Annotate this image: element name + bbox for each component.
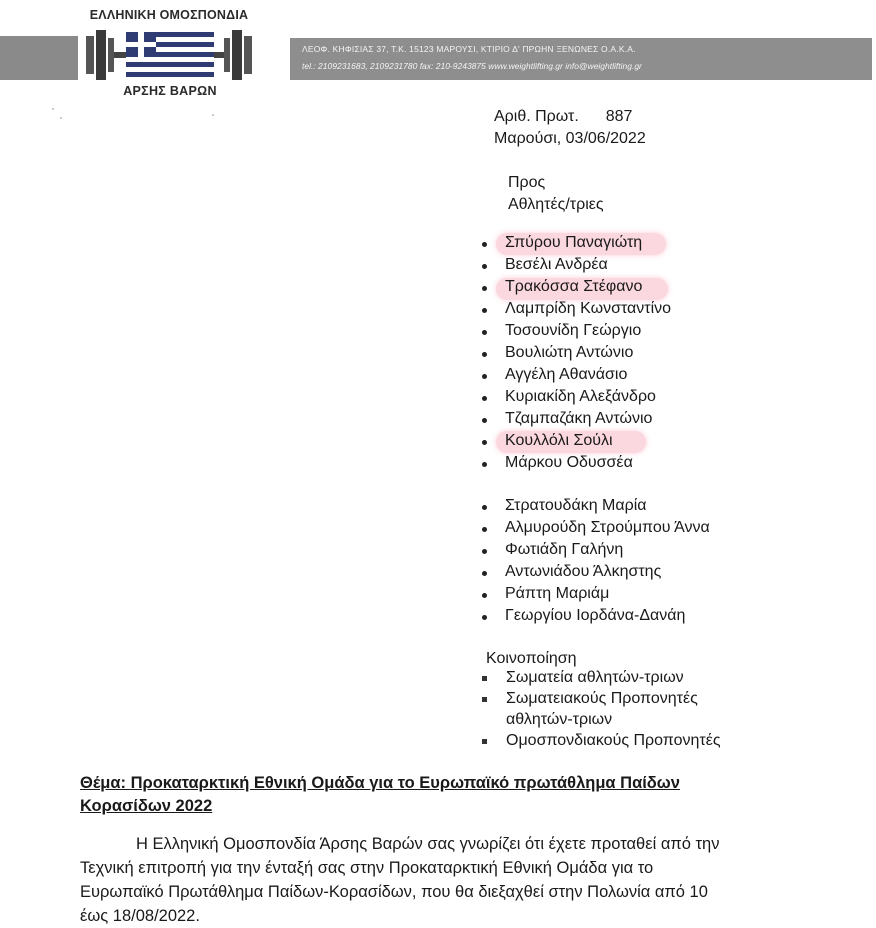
list-item: Στρατουδάκη Μαρία bbox=[505, 497, 647, 514]
list-bullet bbox=[482, 418, 487, 423]
list-bullet bbox=[482, 527, 487, 532]
list-bullet bbox=[482, 330, 487, 335]
header-contact: tel.: 2109231683, 2109231780 fax: 210-9243875 www.weightlifting.gr info@weightlifting.gr bbox=[302, 61, 642, 71]
body-line: Τεχνική επιτροπή για την ένταξή σας στην Προκαταρκτική Εθνική Ομάδα για το bbox=[80, 859, 654, 877]
group-label: Αθλητές/τριες bbox=[508, 196, 604, 213]
list-item: Τρακόσσα Στέφανο bbox=[505, 278, 643, 295]
list-bullet bbox=[482, 440, 487, 445]
list-item: Κουλλόλι Σούλι bbox=[505, 432, 613, 449]
list-bullet bbox=[482, 242, 487, 247]
subject-line: Κορασίδων 2022 bbox=[80, 797, 213, 815]
scan-speck bbox=[212, 114, 214, 116]
cc-item: Σωματεία αθλητών-τριων bbox=[506, 669, 684, 686]
list-item: Λαμπρίδη Κωνσταντίνο bbox=[505, 300, 672, 317]
org-name-bottom: ΑΡΣΗΣ ΒΑΡΩΝ bbox=[123, 84, 217, 98]
list-item: Γεωργίου Ιορδάνα-Δανάη bbox=[505, 607, 686, 624]
body-line: Η Ελληνική Ομοσπονδία Άρσης Βαρών σας γνωρίζει ότι έχετε προταθεί από την bbox=[136, 835, 720, 853]
list-item: Μάρκου Οδυσσέα bbox=[505, 454, 633, 471]
list-item: Αλμυρούδη Στρούμπου Άννα bbox=[505, 519, 710, 536]
list-bullet bbox=[482, 352, 487, 357]
list-bullet bbox=[482, 549, 487, 554]
body-line: Ευρωπαϊκό Πρωτάθλημα Παίδων-Κορασίδων, που θα διεξαχθεί στην Πολωνία από 10 bbox=[80, 883, 708, 901]
list-item: Τοσουνίδη Γεώργιο bbox=[505, 322, 642, 339]
protocol-number: 887 bbox=[605, 108, 633, 125]
cc-item-continuation: αθλητών-τριων bbox=[506, 711, 613, 728]
list-item: Αντωνιάδου Άλκηστης bbox=[505, 563, 662, 580]
protocol-line bbox=[494, 108, 632, 126]
list-bullet bbox=[482, 593, 487, 598]
scan-speck bbox=[52, 108, 54, 110]
header-address: ΛΕΟΦ. ΚΗΦΙΣΙΑΣ 37, Τ.Κ. 15123 ΜΑΡΟΥΣΙ, ΚΤΙΡΙΟ Δ' ΠΡΩΗΝ ΞΕΝΩΝΕΣ Ο.Α.Κ.Α. bbox=[302, 44, 636, 54]
list-item: Αγγέλη Αθανάσιο bbox=[505, 366, 628, 383]
list-bullet bbox=[482, 308, 487, 313]
list-square-bullet bbox=[482, 676, 487, 681]
place-date: Μαρούσι, 03/06/2022 bbox=[494, 130, 646, 147]
list-bullet bbox=[482, 286, 487, 291]
org-name-top: ΕΛΛΗΝΙΚΗ ΟΜΟΣΠΟΝΔΙΑ bbox=[89, 8, 249, 22]
list-bullet bbox=[482, 615, 487, 620]
body-line: έως 18/08/2022. bbox=[80, 907, 200, 925]
protocol-label: Αριθ. Πρωτ. bbox=[494, 108, 579, 125]
list-square-bullet bbox=[482, 739, 487, 744]
list-bullet bbox=[482, 264, 487, 269]
list-bullet bbox=[482, 462, 487, 467]
list-bullet bbox=[482, 505, 487, 510]
list-item: Τζαμπαζάκη Αντώνιο bbox=[505, 410, 653, 427]
cc-item: Ομοσπονδιακούς Προπονητές bbox=[506, 732, 721, 749]
list-item: Κυριακίδη Αλεξάνδρο bbox=[505, 388, 656, 405]
list-item: Βεσέλι Ανδρέα bbox=[505, 256, 608, 273]
subject-line: Θέμα: Προκαταρκτική Εθνική Ομάδα για το Ευρωπαϊκό πρωτάθλημα Παίδων bbox=[80, 774, 680, 792]
list-bullet bbox=[482, 374, 487, 379]
cc-label: Κοινοποίηση bbox=[486, 650, 577, 667]
header-band-left bbox=[0, 36, 78, 80]
list-item: Φωτιάδη Γαλήνη bbox=[505, 541, 624, 558]
list-bullet bbox=[482, 571, 487, 576]
list-bullet bbox=[482, 396, 487, 401]
list-item: Ράπτη Μαριάμ bbox=[505, 585, 610, 602]
list-item: Βουλιώτη Αντώνιο bbox=[505, 344, 634, 361]
barbell-greek-flag-logo-icon bbox=[84, 26, 254, 84]
scan-speck bbox=[60, 117, 62, 119]
to-label: Προς bbox=[508, 174, 546, 191]
list-square-bullet bbox=[482, 697, 487, 702]
list-item: Σπύρου Παναγιώτη bbox=[505, 234, 643, 251]
cc-item: Σωματειακούς Προπονητές bbox=[506, 690, 698, 707]
